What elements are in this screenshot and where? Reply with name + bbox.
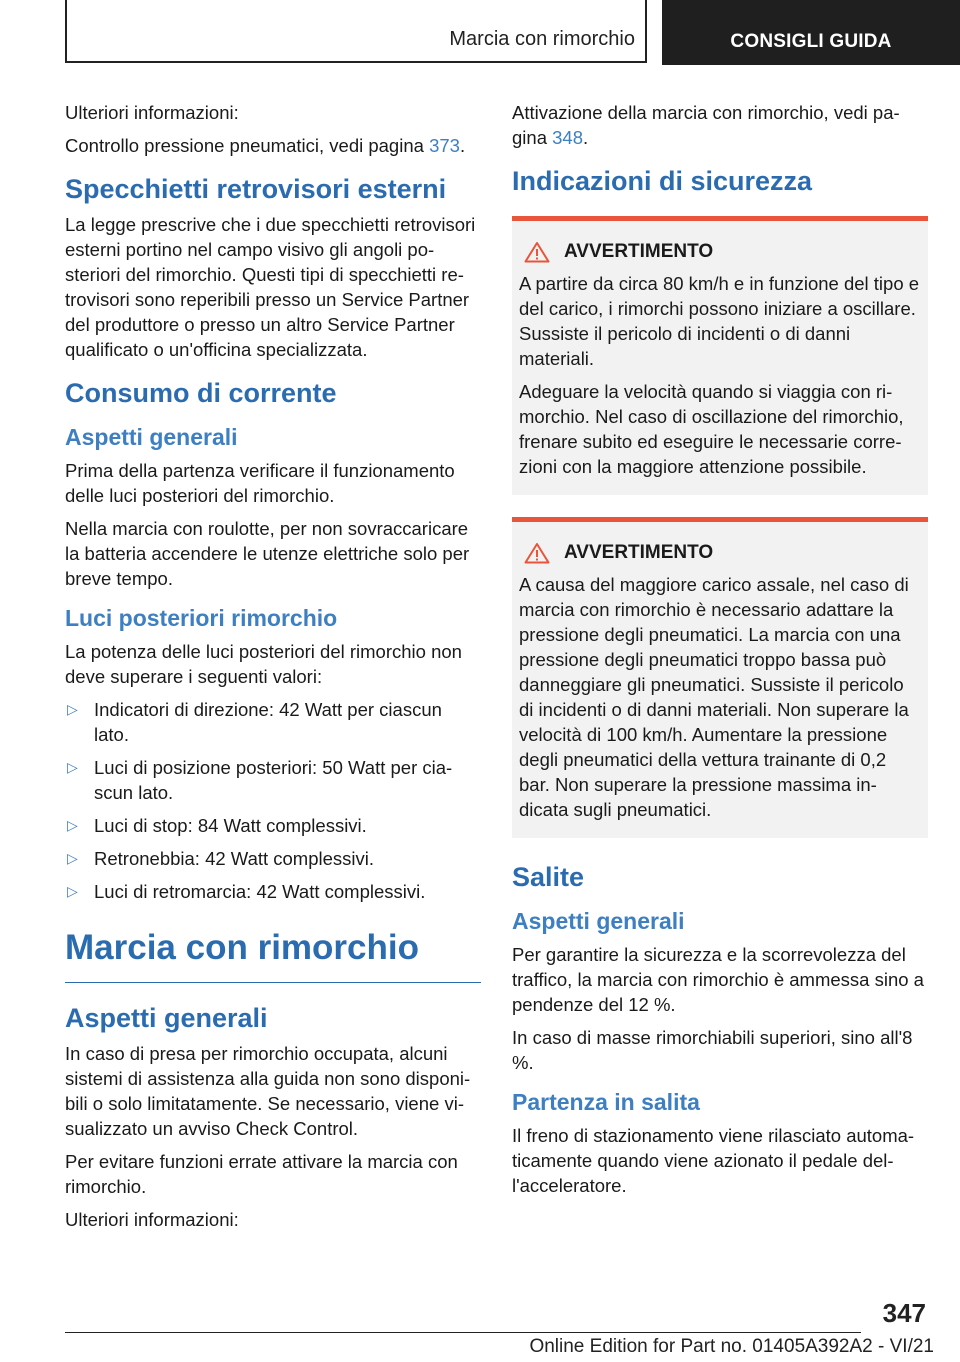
list-item: ▷ Indicatori di direzione: 42 Watt per ciascun lato.: [67, 699, 442, 745]
general-paragraph-2: Nella marcia con roulotte, per non sovraccaricare la batteria accendere le utenze elettriche solo per breve tempo.: [65, 518, 470, 589]
general-paragraph-1: Prima della partenza verificare il funzionamento delle luci posteriori del rimorchio.: [65, 460, 455, 506]
trailer-general-heading: Aspetti generali: [65, 1003, 268, 1033]
page-number: 347: [882, 1298, 926, 1328]
warning-paragraph: A partire da circa 80 km/h e in funzione del tipo e del carico, i rimorchi possono iniziare a oscillare. Sussiste il pericolo di incidenti o di danni materiali.: [519, 273, 920, 369]
tire-pressure-reference: Controllo pressione pneumatici, vedi pagina 373.: [65, 135, 466, 156]
triangle-bullet-icon: ▷: [67, 817, 78, 833]
warning-title: AVVERTIMENTO: [519, 542, 920, 564]
hill-start-paragraph: Il freno di stazionamento viene rilasciato automaticamente quando viene azionato il pedale dell'acceleratore.: [512, 1125, 915, 1196]
page-link-373[interactable]: 373: [429, 135, 460, 156]
left-column: [65, 100, 481, 1240]
warning-paragraph: A causa del maggiore carico assale, nel caso di marcia con rimorchio è necessario adattare la pressione degli pneumatici. La marcia con una pressione degli pneumatici troppo bassa può danneggiare gli pneumatici. Sussiste il pericolo di incidenti o di danni materiali. Non superare la velocità di 100 km/h. Aumentare la pressione degli pneumatici della vettura trainante di 0,2 bar. Non superare la pressione massima indicata sugli pneumatici.: [519, 574, 909, 820]
hill-start-heading: Partenza in salita: [512, 1089, 700, 1115]
power-consumption-heading: Consumo di corrente: [65, 378, 337, 408]
mirrors-paragraph: La legge prescrive che i due specchietti retrovisori esterni portino nel campo visivo gli angoli posteriori del rimorchio. Questi tipi di specchietti retrovisori sono reperibili presso un Service Partner del produttore o presso un altro Service Partner qualificato o un'officina specializzata.: [65, 214, 476, 360]
header-section-title: Marcia con rimorchio: [449, 28, 635, 50]
triangle-bullet-icon: ▷: [67, 850, 78, 866]
triangle-bullet-icon: ▷: [67, 759, 78, 775]
trailer-driving-title: Marcia con rimorchio: [65, 924, 481, 983]
safety-heading: Indicazioni di sicurezza: [512, 166, 813, 196]
trailer-lights-heading: Luci posteriori rimorchio: [65, 605, 338, 631]
warning-paragraph: Adeguare la velocità quando si viaggia con rimorchio. Nel caso di oscillazione del rimorchio, frenare subito ed eseguire le necessarie correzioni con la maggiore attenzione possibile.: [519, 381, 904, 477]
warning-box-tire-pressure: [512, 517, 928, 838]
footer-divider: [65, 1332, 861, 1333]
activation-reference: Attivazione della marcia con rimorchio, vedi pagina 348.: [512, 102, 900, 148]
general-aspects-heading: Aspetti generali: [65, 424, 238, 450]
list-item: ▷ Retronebbia: 42 Watt complessivi.: [67, 848, 375, 869]
warning-triangle-icon: [524, 241, 550, 263]
info-label-2: Ulteriori informazioni:: [65, 1209, 239, 1230]
info-label: Ulteriori informazioni:: [65, 102, 239, 123]
slopes-heading: Salite: [512, 862, 585, 892]
slopes-paragraph-2: In caso di masse rimorchiabili superiori, sino all'8 %.: [512, 1027, 913, 1073]
triangle-bullet-icon: ▷: [67, 701, 78, 717]
trailer-general-paragraph-1: In caso di presa per rimorchio occupata, alcuni sistemi di assistenza alla guida non sono disponibili o solo limitatamente. Se necessario, viene visualizzato un avviso Check Control.: [65, 1043, 471, 1139]
trailer-lights-list: [65, 697, 481, 904]
warning-box-sway: [512, 216, 928, 495]
trailer-lights-intro: La potenza delle luci posteriori del rimorchio non deve superare i seguenti valori:: [65, 641, 462, 687]
mirrors-heading: Specchietti retrovisori esterni: [65, 174, 447, 204]
header-chapter-tab: CONSIGLI GUIDA: [662, 0, 960, 65]
footer-edition: Online Edition for Part no. 01405A392A2 - VI/21: [529, 1336, 934, 1357]
warning-title: AVVERTIMENTO: [519, 241, 920, 263]
list-item: ▷ Luci di retromarcia: 42 Watt complessivi.: [67, 881, 426, 902]
list-item: ▷ Luci di posizione posteriori: 50 Watt per ciascun lato.: [67, 757, 453, 803]
triangle-bullet-icon: ▷: [67, 883, 78, 899]
slopes-paragraph-1: Per garantire la sicurezza e la scorrevolezza del traffico, la marcia con rimorchio è ammessa sino a pendenze del 12 %.: [512, 944, 924, 1015]
right-column: [512, 100, 928, 1206]
slopes-general-heading: Aspetti generali: [512, 908, 685, 934]
list-item: ▷ Luci di stop: 84 Watt complessivi.: [67, 815, 367, 836]
warning-triangle-icon: [524, 542, 550, 564]
trailer-general-paragraph-2: Per evitare funzioni errate attivare la marcia con rimorchio.: [65, 1151, 458, 1197]
page-link-348[interactable]: 348: [552, 127, 583, 148]
